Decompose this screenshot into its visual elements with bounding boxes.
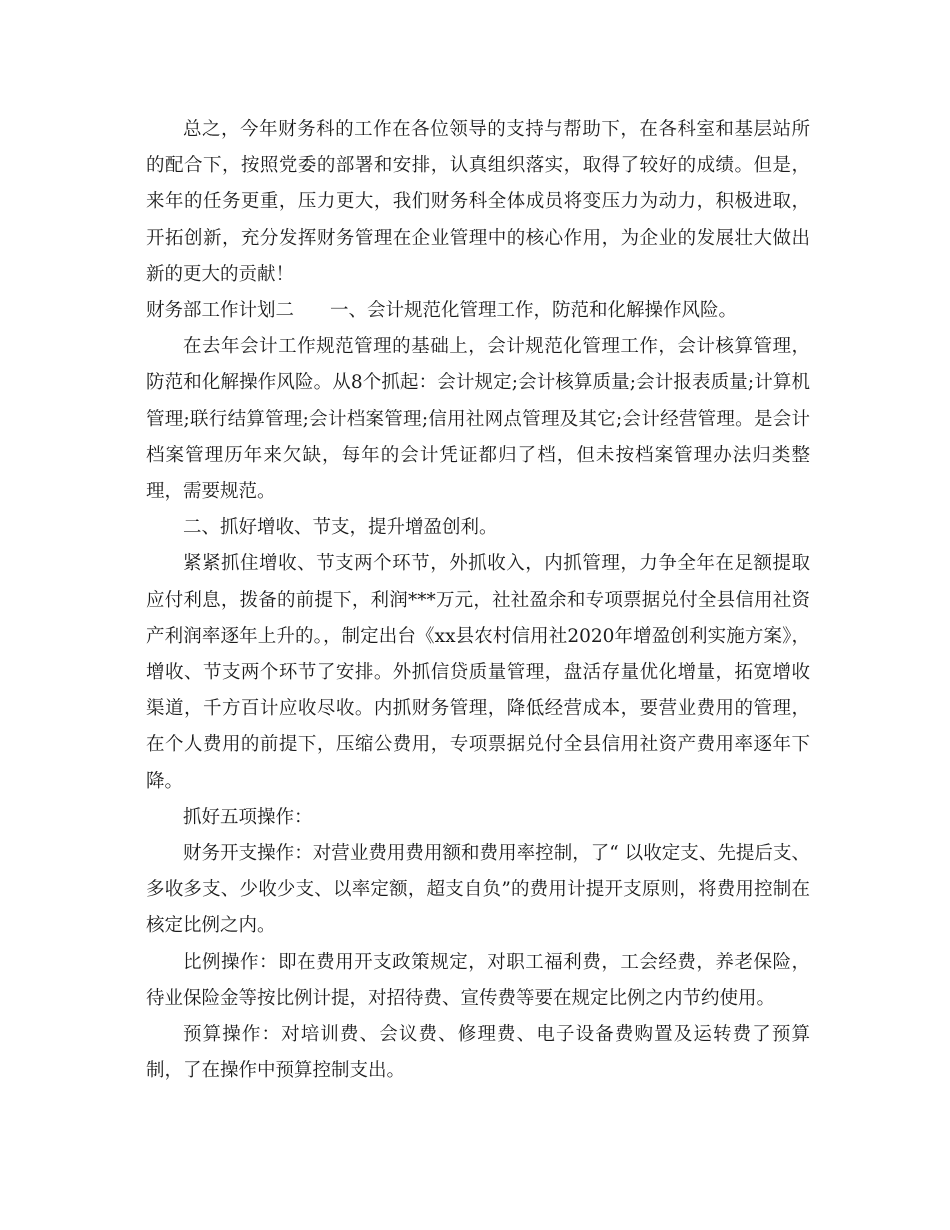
- paragraph-summary: 总之，今年财务科的工作在各位领导的支持与帮助下，在各科室和基层站所的配合下，按照党委的部署和安排，认真组织落实，取得了较好的成绩。但是，来年的任务更重，压力更大，我们财务科全体成员将变压力为动力，积极进取，开拓创新，充分发挥财务管理在企业管理中的核心作用，为企业的发展壮大做出新的更大的贡献！: [146, 119, 810, 285]
- section-heading: [146, 293, 810, 329]
- paragraph-budget-operation: 预算操作：对培训费、会议费、修理费、电子设备费购置及运转费了预算制，了在操作中预算控制支出。: [146, 1024, 810, 1082]
- section-heading-label: 财务部工作计划二: [146, 300, 295, 322]
- paragraph-expense-operation: 财务开支操作：对营业费用费用额和费用率控制，了“ 以收定支、先提后支、多收多支、少收少支、以率定额，超支自负”的费用计提开支原则，将费用控制在核定比例之内。: [146, 843, 810, 937]
- paragraph-revenue-detail: 紧紧抓住增收、节支两个环节，外抓收入，内抓管理，力争全年在足额提取应付利息，拨备的前提下，利润***万元，社社盈余和专项票据兑付全县信用社资产利润率逐年上升的。，制定出台《xx县农村信用社2020年增盈创利实施方案》，增收、节支两个环节了安排。外抓信贷质量管理，盘活存量优化增量，拓宽增收渠道，千方百计应收尽收。内抓财务管理，降低经营成本，要营业费用的管理，在个人费用的前提下，压缩公费用，专项票据兑付全县信用社资产费用率逐年下降。: [146, 553, 810, 792]
- document-body: [146, 112, 810, 1089]
- paragraph-subheading-revenue: 二、抓好增收、节支，提升增盈创利。: [183, 517, 498, 539]
- paragraph-five-operations: 抓好五项操作：: [183, 806, 313, 828]
- section-heading-item: 一、会计规范化管理工作，防范和化解操作风险。: [330, 300, 738, 322]
- paragraph-accounting-management: 在去年会计工作规范管理的基础上，会计规范化管理工作，会计核算管理，防范和化解操作风险。从8个抓起：会计规定;会计核算质量;会计报表质量;计算机管理;联行结算管理;会计档案管理;信用社网点管理及其它;会计经营管理。是会计档案管理历年来欠缺，每年的会计凭证都归了档，但未按档案管理办法归类整理，需要规范。: [146, 336, 810, 503]
- paragraph-ratio-operation: 比例操作：即在费用开支政策规定，对职工福利费，工会经费，养老保险，待业保险金等按比例计提，对招待费、宣传费等要在规定比例之内节约使用。: [146, 951, 810, 1009]
